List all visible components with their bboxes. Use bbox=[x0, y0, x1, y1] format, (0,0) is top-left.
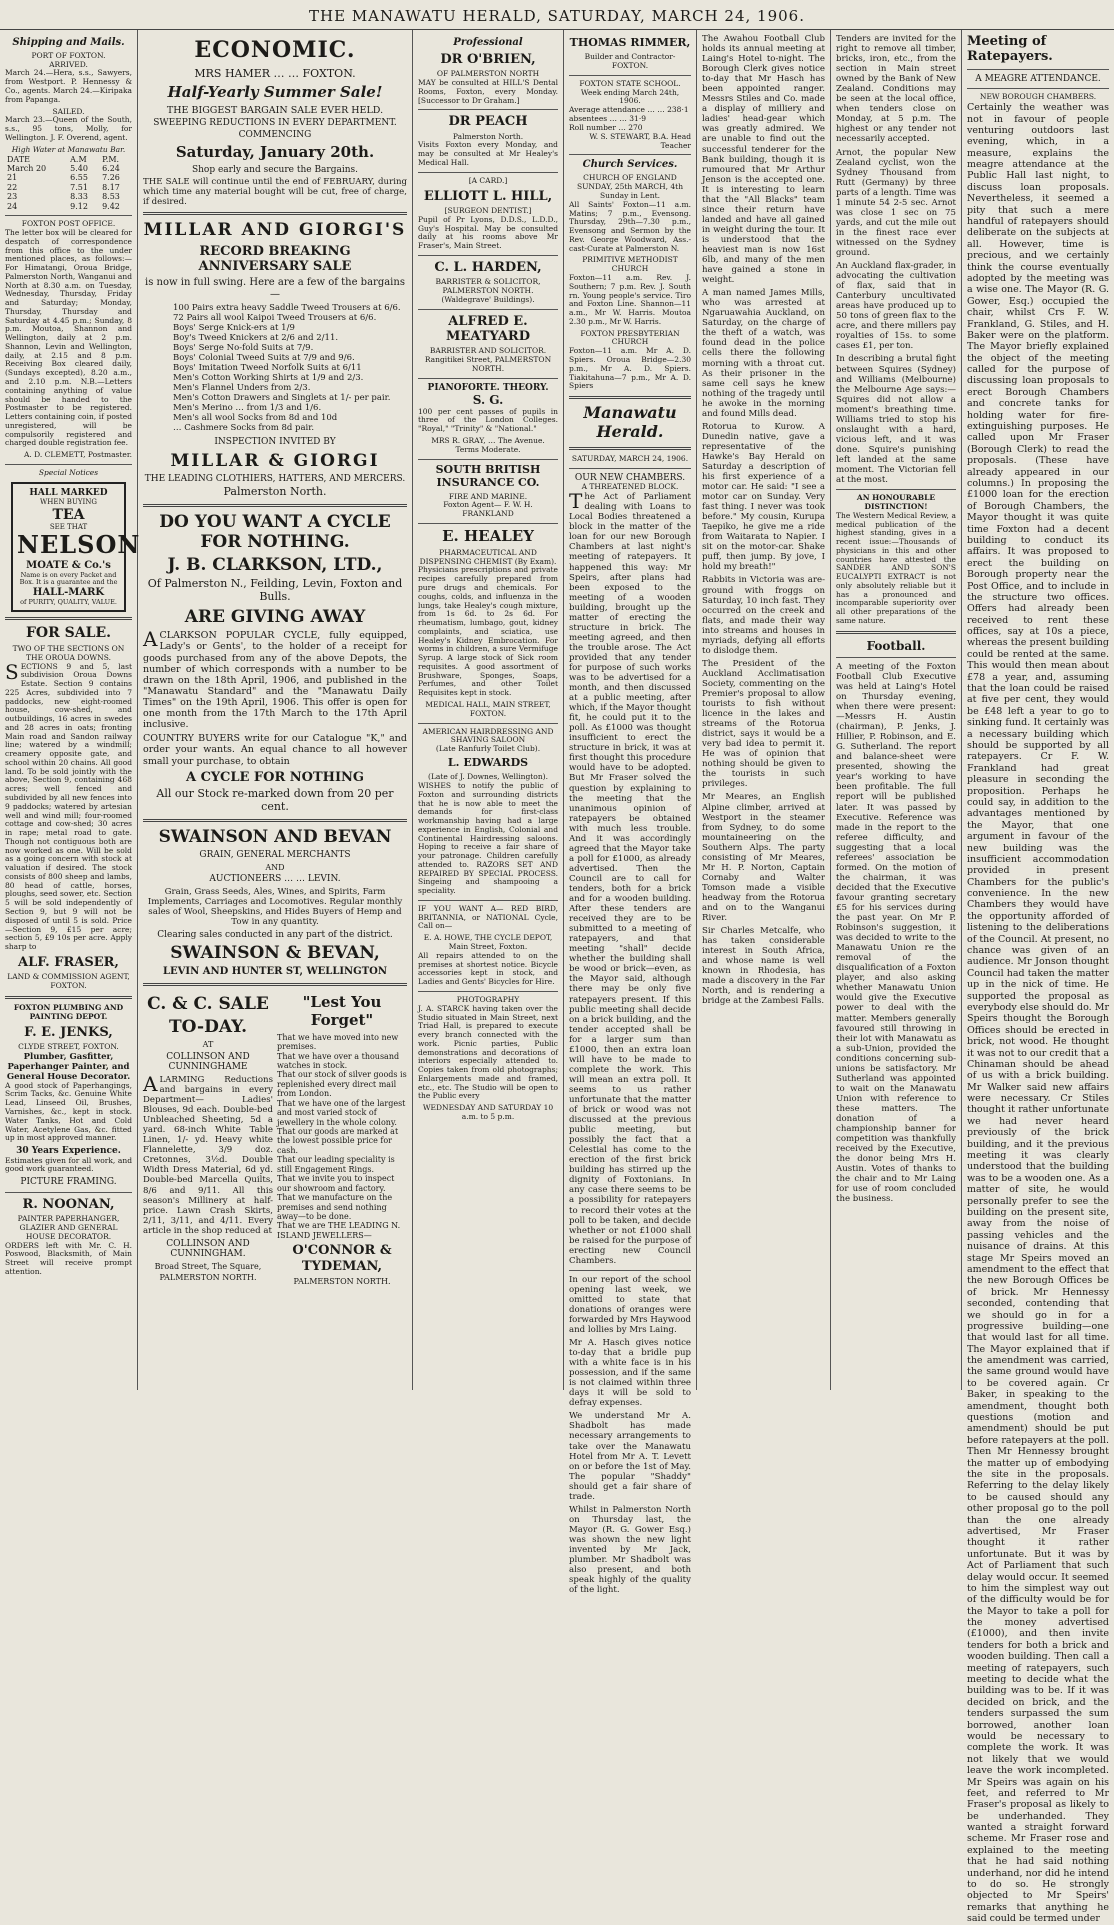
news-7: Sir Charles Metcalfe, who has taken considerable interest in South Africa, and whose name is well known in Rhodesia, has made a discovery in the Far North, and is rendering a bridge at the Zambesi Falls. bbox=[702, 926, 825, 1007]
honour-heading: AN HONOURABLE DISTINCTION! bbox=[856, 493, 936, 511]
today: TO-DAY. bbox=[168, 1017, 248, 1038]
piano-teacher: S. G. bbox=[472, 393, 504, 408]
csale-title: C. & C. SALE bbox=[147, 994, 269, 1015]
masthead: THE MANAWATU HERALD, SATURDAY, MARCH 24, 1906. bbox=[0, 0, 1114, 30]
school-teacher: W. S. STEWART, B.A. Head Teacher bbox=[589, 131, 691, 150]
at: AT bbox=[202, 1040, 214, 1050]
list-item: 72 Pairs all wool Kaipoi Tweed Trousers at 6/6. bbox=[173, 312, 377, 323]
school-heading: FOXTON STATE SCHOOL. bbox=[579, 78, 681, 88]
shipping-heading: Shipping and Mails. bbox=[12, 37, 125, 48]
millar-giorgi-title: MILLAR AND GIORGI'S bbox=[143, 220, 407, 241]
south-agent: Foxton Agent— F. W. H. FRANKLAND bbox=[443, 500, 533, 519]
special-notices: Special Notices bbox=[38, 467, 99, 477]
csale-advert bbox=[143, 991, 273, 1288]
list-item: Men's Flannel Unders from 2/3. bbox=[173, 382, 311, 393]
news-3: Rotorua to Kurow. A Dunedin native, gave a representative of the Hawke's Bay Herald on Saturday a description of his first experience of a motor car. He said: "I see a motor car on Sunday. Very fast thing. I never was took before." My cousin, Kurupa Taepiko, he give me a ride from Waitarata to Napier. I sit on the motor-car. Shake puff, then jump. By jove, I hold my breath!" bbox=[702, 421, 825, 573]
tide-table bbox=[5, 155, 132, 212]
peach-name: DR PEACH bbox=[448, 114, 528, 130]
south-sub: FIRE AND MARINE. bbox=[448, 491, 528, 501]
edwards-sub: (Late of J. Downes, Wellington). bbox=[428, 772, 548, 782]
news-4: Rabbits in Victoria was are-ground with froggs on Saturday, 10 inch fast. They occurred on the creek and flats, and made their way into streams and houses in myriads, defying all efforts to dislodge them. bbox=[702, 575, 825, 656]
tea-line: Name is on every Packet and Box. It is a guarantee and the bbox=[19, 570, 118, 587]
leading-clothiers: THE LEADING CLOTHIERS, HATTERS, AND MERCERS. bbox=[144, 473, 406, 484]
church-heading: Church Services. bbox=[582, 159, 678, 171]
meeting-body: Certainly the weather was not in favour of people venturing outdoors last evening, which, in a measure, explains the meagre attendance at the Public Hall last night, to discuss loan proposals. Nevertheless, it seemed a pity that such a mere handful of ratepayers should deliberate on the subjects at all. However, time is precious, and we certainly think the course eventually adopted by the meeting was a wise one. The Mayor (R. G. Gower, Esq.) occupied the chair, whilst Crs F. W. Frankland, G. Stiles, and H. Baker were on the platform. The Mayor briefly explained the object of the meeting called for the purpose of discussing loan proposals to erect Borough Chambers and concrete tanks for holding water for fire-extinguishing purposes. He called upon Mr Fraser (Borough Clerk) to read the proposals. (These have already appeared in our columns.) In proposing the £1000 loan for the erection of Borough Chambers, the Mayor thought it was quite time Foxton had a decent building to conduct its affairs. It was proposed to erect the building on Borough property near the Post Office, and to include in the structure two offices. Offers had already been received to rent these offices, say at 10s a piece, whereas the present building could be rented at the same. This would then mean about £78 a year, and, assuming that the loan could be raised at five per cent, they would be £48 left a year to go to sinking fund. It certainly was a necessary building which should be supported by all ratepayers. Cr F. W. Frankland had great pleasure in seconding the proposition. Perhaps he could say, in addition to the advantages mentioned by the Mayor, that one argument in favour of the new building was the insufficient accommodation provided in present Chambers for the public's convenience. In the new Chambers they would have the opportunity afforded of listening to the deliberations of the Council. At present, no chance was given of an audience. Mr Jonson thought Council had taken the matter up in the nick of time. He supported the proposal as everybody else should do. Mr Speirs thought the Borough Offices should be erected in brick, not wood. He thought it was not to our credit that a Chinaman should be ahead of us with a brick building. Mr Walker said new affairs were necessary. Cr Stiles thought it rather unfortunate we had never heard previously of the brick building, and it the previous meeting it was clearly understood that the building was to be a wooden one. As a matter of site, he would personally prefer to see the building on the present site, away from the noise of passing vehicles and the nuisance of drains. At this stage Mr Speirs moved an amendment to the effect that the new Borough Offices be of brick. Mr Hennessy seconded, contending that we should go in for a progressive building—one that would last for all time. The Mayor explained that if the amendment was carried, the same ground would have to be covered again. Cr Baker, in speaking to the amendment, thought both questions (motion and amendment) should be put before ratepayers at the poll. Then Mr Hennessy brought the matter up of embodying the site in the proposals. Referring to the delay likely to be caused should any other proposal go to the poll than the one already advertised, Mr Fraser thought it rather unfortunate. But it was by Act of Parliament that such delay would occur. It seemed to him the simplest way out of the difficulty would be for the Mayor to take a poll for the money advertised (£1000), and then invite tenders for both a brick and wooden building. Then call a meeting of ratepayers, such meeting to decide what the building was to be. If it was decided on brick, and the tenders surpassed the sum borrowed, another loan would be necessary to complete the work. It was not likely that we would leave the work incompleted. Mr Speirs was again on his feet, and referred to Mr Fraser's proposal as likely to be underhanded. They wanted a straight forward scheme. Mr Fraser rose and explained to the meeting that he had said nothing underhand, nor did he intend to do so. He strongly objected to Mr Speirs' remarks that anything he said could be termed under bbox=[967, 102, 1109, 1925]
now-swing: is now in full swing. Here are a few of the bargains— bbox=[145, 277, 405, 300]
professional-heading: Professional bbox=[453, 37, 523, 48]
levin-street: LEVIN AND HUNTER ST, WELLINGTON bbox=[162, 966, 388, 978]
chambers-heading: OUR NEW CHAMBERS. bbox=[574, 472, 686, 483]
tide-cell: 24 bbox=[7, 201, 18, 211]
newbor-heading: NEW BOROUGH CHAMBERS. bbox=[979, 92, 1097, 102]
healey-name: E. HEALEY bbox=[442, 527, 534, 546]
hair-heading: AMERICAN HAIRDRESSING AND SHAVING SALOON bbox=[422, 726, 554, 745]
port-heading: PORT OF FOXTON. bbox=[31, 50, 106, 60]
peach-sub: Palmerston North. bbox=[452, 131, 524, 141]
postoffice-heading: FOXTON POST OFFICE. bbox=[21, 219, 116, 229]
harden-sub: BARRISTER & SOLICITOR, PALMERSTON NORTH. bbox=[435, 277, 541, 295]
tide-cell: March 20 bbox=[7, 163, 47, 173]
noonan-orders: ORDERS left with Mr. C. H. Poswood, Blacksmith, of Main Street will receive prompt attention. bbox=[5, 1240, 132, 1276]
oconnor-sub: PALMERSTON NORTH. bbox=[293, 1276, 391, 1286]
south-british: SOUTH BRITISH INSURANCE CO. bbox=[435, 462, 541, 489]
cycle-headline: DO YOU WANT A CYCLE FOR NOTHING. bbox=[159, 512, 391, 553]
list-item: That our stock of silver goods is replenished every direct mail from London. bbox=[277, 1070, 407, 1099]
tea-line: MOATE & Co.'s bbox=[26, 559, 111, 571]
column-2 bbox=[138, 30, 413, 1390]
harden-sub2: (Waldegrave' Buildings). bbox=[441, 294, 535, 304]
editorial-4: We understand Mr A. Shadbolt has made necessary arrangements to take over the Manawatu Hotel from Mr A. T. Levett on or before the 1st of May. The popular "Shaddy" should get a fair share of trade. bbox=[569, 1411, 691, 1502]
tea-line: TEA bbox=[52, 506, 85, 523]
jenks-sub: CLYDE STREET, FOXTON. bbox=[18, 1041, 119, 1051]
giving-body: ACLARKSON POPULAR CYCLE, fully equipped, Lady's or Gents', to the holder of a receipt for goods purchased from any of the above Depots, the number of which corresponds with a number to be drawn on the 18th April, 1906, and published in the "Manawatu Standard" and the "Manawatu Daily Times" on the 19th April, 1906. This offer is open for one month from the 17th March to the 17th April inclusive. bbox=[143, 627, 407, 731]
swainson-2: SWAINSON & BEVAN, bbox=[170, 943, 380, 964]
list-item: Boys' Colonial Tweed Suits at 7/9 and 9/6. bbox=[173, 352, 355, 363]
healey-sub: PHARMACEUTICAL AND DISPENSING CHEMIST (By Exam). bbox=[419, 547, 557, 566]
palmerston-2: PALMERSTON NORTH. bbox=[159, 1273, 257, 1283]
bottom-adverts bbox=[143, 991, 407, 1288]
swainson-title: SWAINSON AND BEVAN bbox=[158, 826, 392, 847]
gray: MRS R. GRAY, … The Avenue. bbox=[431, 435, 545, 445]
tide-cell: 8.17 bbox=[102, 182, 120, 192]
list-item: Boys' Serge No-fold Suits at 7/9. bbox=[173, 342, 314, 353]
list-item: That we have moved into new premises. bbox=[277, 1032, 399, 1052]
thirty-years: 30 Years Experience. bbox=[16, 1146, 121, 1157]
shop-early: Shop early and secure the Bargains. bbox=[191, 164, 359, 175]
howe: E. A. HOWE, THE CYCLE DEPOT, Main Street, Foxton. bbox=[423, 933, 553, 952]
noonan-sub: PAINTER PAPERHANGER, GLAZIER AND GENERAL HOUSE DECORATOR. bbox=[17, 1214, 120, 1241]
oconnor: O'CONNOR & TYDEMAN, bbox=[292, 1243, 392, 1274]
football-body: A meeting of the Foxton Football Club Executive was held at Laing's Hotel on Thursday evening, when there were present:—Messrs H. Austin (chairman), P. Jenks, J. Hillier, P. Robinson, and E. G. Sutherland. The report and balance-sheet were presented, showing the year's working to have been profitable. The full report will be published later. It was passed by Executive. Reference was made in the report to the referee difficulty, and suggesting that a local referees' association be formed. On the motion of the chairman, it was decided that the Executive favour granting secretary £5 for his services during the past year. On Mr P. Robinson's suggestion, it was decided to write to the Manawatu Union re the removal of the disqualification of a Foxton player, and also asking whether Manawatu Union would give the Executive power to deal with the matter. Members generally favoured still throwing in their lot with Manawatu as a sub-Union, provided the conditions concerning sub-unions be satisfactory. Mr Sutherland was appointed to wait on the Manawatu Union with reference to these matters. The donation of a championship banner for competition was thankfully received by the Executive, the donor being Mrs H. Austin. Votes of thanks to the chair and to Mr Laing for use of room concluded the business. bbox=[836, 661, 956, 1205]
news-5: The President of the Auckland Acclimatisation Society, commenting on the Premier's proposal to allow tourists to fish without licence in the lakes and streams of the Rotorua district, says it would be a very bad idea to permit it. He was of opinion that nothing should be given to the tourists in such privileges. bbox=[702, 658, 825, 790]
tide-col: P.M. bbox=[102, 154, 120, 164]
piano-heading: PIANOFORTE. THEORY. bbox=[427, 382, 549, 393]
meager-heading: A MEAGRE ATTENDANCE. bbox=[975, 73, 1101, 84]
meth-body: Foxton—11 a.m. Rev. J. Southern; 7 p.m. Rev. J. South rn. Young people's service. Tiro and Foxton Line. Shannon—11 a.m., Mr W. Harris. Moutoa 2.30 p.m., Mr W. Harris. bbox=[569, 273, 691, 326]
list-item: Men's Cotton Drawers and Singlets at 1/- per pair. bbox=[173, 392, 391, 403]
column-3 bbox=[413, 30, 564, 1390]
column-4 bbox=[564, 30, 697, 1596]
tide-cell: 21 bbox=[7, 173, 18, 183]
palmerston: Palmerston North. bbox=[223, 485, 327, 499]
tea-line: of PURITY, QUALITY, VALUE. bbox=[20, 597, 117, 606]
alf-fraser-sub: LAND & COMMISSION AGENT, FOXTON. bbox=[7, 972, 130, 990]
giving-away: ARE GIVING AWAY bbox=[184, 607, 366, 628]
rimmer-sub: Builder and Contractor- FOXTON. bbox=[584, 51, 676, 70]
estimates: Estimates given for all work, and good work guaranteed. bbox=[5, 1155, 132, 1174]
tenders: Tenders are invited for the right to remove all timber, bricks, iron, etc., from the section in Main street owned by the Bank of New Zealand. Conditions may be seen at the local office, when tenders close on Monday, at 5 p.m. The highest or any tender not necessarily accepted. bbox=[836, 34, 956, 145]
collinson: COLLINSON AND CUNNINGHAME bbox=[166, 1051, 250, 1073]
ce-heading: CHURCH OF ENGLAND bbox=[583, 173, 677, 183]
collinson-2: COLLINSON AND CUNNINGHAM. bbox=[166, 1238, 250, 1260]
presb-heading: FOXTON PRESBYTERIAN CHURCH bbox=[580, 328, 680, 347]
stock-remarked: All our Stock re-marked down from 20 per cent. bbox=[156, 786, 394, 813]
hill-name: ELLIOTT L. HILL, bbox=[423, 188, 553, 204]
clarkson-name: J. B. CLARKSON, LTD., bbox=[167, 555, 383, 576]
if-you-want: IF YOU WANT A— RED BIRD, BRITANNIA, or NATIONAL Cycle, Call on— bbox=[418, 903, 558, 931]
tea-advert bbox=[11, 482, 141, 613]
herald-date: SATURDAY, MARCH 24, 1906. bbox=[571, 453, 689, 463]
biggest-sale: THE BIGGEST BARGAIN SALE EVER HELD. bbox=[166, 104, 384, 116]
economic-title: ECONOMIC. bbox=[194, 37, 356, 63]
hair-sub: (Late Ranfurly Toilet Club). bbox=[435, 744, 541, 754]
tea-line: WHEN BUYING bbox=[40, 498, 97, 507]
postoffice-text: The letter box will be cleared for despatch of correspondence from this office to the under mentioned places, as follows:— For Himatangi, Oroua Bridge, Palmerston North, Wanganui and North at 8.30 a.m. on Tuesday, Wednesday, Thursday, Friday and Saturday; Monday, Thursday, Thursday and Saturday at 4.45 p.m.; Sunday, 8 p.m. Moutoa, Shannon and Wellington, daily at 2 p.m. Shannon, Levin and Wellington, daily, at 2.15 and 8 p.m. Receiving Box cleared daily, (Sundays excepted), 8.20 a.m., and 2.10 p.m. N.B.—Letters containing anything of value should be handed to the Postmaster to be registered. Letters containing coin, if posted unregistered, will be compulsorily registered and charged double registration fee. bbox=[5, 228, 132, 448]
ce-date: SUNDAY, 25th MARCH, 4th Sunday in Lent. bbox=[576, 182, 684, 200]
grain-merchants: GRAIN, GENERAL MERCHANTS bbox=[199, 849, 351, 860]
tea-brand: NELSON bbox=[17, 530, 141, 560]
tea-line: SEE THAT bbox=[49, 523, 88, 532]
tide-heading: High Water at Manawatu Bar. bbox=[11, 144, 126, 154]
list-item: That our goods are marked at the lowest possible price for cash. bbox=[277, 1127, 399, 1155]
arrived-label: ARRIVED. bbox=[49, 59, 88, 69]
noonan-name: R. NOONAN, bbox=[22, 1196, 115, 1212]
honour-body: The Western Medical Review, a medical publication of the highest standing, gives in a recent issue:—Thousands of physicians in this and other countries have attested the SANDER AND SON'S EUCALYPTI EXTRACT is not only absolutely reliable but it has a pronounced and incomparable superiority over all other preparations of the same nature. bbox=[836, 510, 956, 625]
sweeping: SWEEPING REDUCTIONS IN EVERY DEPARTMENT. bbox=[153, 117, 397, 128]
news-arnot: Arnot, the popular New Zealand cyclist, won the Sydney Thousand from Rutt (Germany) by three parts of a length. Time was 1 minute 54 2-5 sec. Arnot was close 1 sec on 75 yards, and cut the mile out in the finest race ever witnessed on the Sydney ground. bbox=[836, 147, 956, 258]
list-item: Boy's Tweed Knickers at 2/6 and 2/11. bbox=[173, 332, 339, 343]
meeting-heading: Meeting of Ratepayers. bbox=[967, 34, 1053, 65]
school-week: Week ending March 24th, 1906. bbox=[580, 87, 680, 106]
jenks-name: F. E. JENKS, bbox=[24, 1024, 113, 1040]
list-item: That we have over a thousand watches in stock. bbox=[277, 1051, 400, 1070]
tide-cell: 22 bbox=[7, 182, 18, 192]
record-sale: RECORD BREAKING ANNIVERSARY SALE bbox=[198, 243, 352, 274]
jenks-trade: Plumber, Gasfitter, Paperhanger Painter, and General House Decorator. bbox=[6, 1051, 131, 1082]
cycle-nothing: A CYCLE FOR NOTHING bbox=[185, 769, 365, 785]
lest-advert bbox=[277, 991, 407, 1288]
news-fight: In describing a brutal fight between Squires (Sydney) and Williams (Melbourne) the Melbourne Age says:— Squires did not allow a moment's breathing time. Williams tried to stop his onslaught with a hard, vicious left, and it was done. Squire's punishing left landed at the same moment. The Victorian fell at the most. bbox=[836, 354, 956, 486]
threat-heading: A THREATENED BLOCK. bbox=[581, 482, 679, 492]
tide-cell: 6.55 bbox=[70, 173, 88, 183]
tide-cell: 6.24 bbox=[102, 163, 120, 173]
for-sale-title: FOR SALE. bbox=[25, 625, 111, 642]
photo-heading: PHOTOGRAPHY bbox=[456, 994, 520, 1004]
for-sale-sub: TWO OF THE SECTIONS ON THE OROUA DOWNS. bbox=[12, 643, 125, 662]
list-item: Boys' Serge Knick-ers at 1/9 bbox=[173, 322, 295, 333]
inspection: INSPECTION INVITED BY bbox=[214, 436, 336, 447]
school-absent: absentees … … 31·9 bbox=[569, 114, 646, 124]
list-item: That we are THE LEADING N. ISLAND JEWELLERS— bbox=[277, 1221, 401, 1240]
column-7 bbox=[962, 30, 1114, 1925]
list-item: 100 Pairs extra heavy Saddle Tweed Trousers at 6/6. bbox=[173, 302, 401, 313]
tide-cell: 9.42 bbox=[102, 201, 120, 211]
jenks-body: A good stock of Paperhangings, Scrim Tacks, &c. Genuine White Lead, Linseed Oil, Brushes, Varnishes, &c., kept in stock. Water Tanks, Hot and Cold Water, Acetylene Gas, &c. fitted up in most approved manner. bbox=[5, 1080, 132, 1143]
broad-st: Broad Street, The Square, bbox=[154, 1261, 262, 1271]
news-6: Mr Meares, an English Alpine climber, arrived at Westport in the steamer from Sydney, to do some mountaineering on the Southern Alps. The party consisting of Mr Meares, Mr H. P. Norton, Captain Cornaby and Walter Tomson made a visible headway from the Rotorua and on to the Wanganui River. bbox=[702, 792, 825, 924]
healey-body: Physicians prescriptions and private recipes carefully prepared from pure drugs and chemicals. For coughs, colds, and influenza in the lungs, take Healey's cough mixture, from 1s 6d. to 2s 6d. For rheumatism, lumbago, gout, kidney complaints, and sciatica, use Healey's Kidney Embrocation. For worms in children, a sure Vermifuge Syrup. A large stock of Sick room requisites. A good assortment of Brushware, Sponges, Soaps, Perfumes, and other Toilet Requisites kept in stock. bbox=[418, 565, 558, 698]
framing: PICTURE FRAMING. bbox=[20, 1177, 117, 1188]
list-item: That our leading speciality is still Engagement Rings. bbox=[277, 1155, 395, 1174]
terms: Terms Moderate. bbox=[455, 444, 521, 454]
sale-date: Saturday, January 20th. bbox=[175, 143, 375, 162]
alf-fraser: ALF. FRASER, bbox=[18, 954, 119, 970]
piano-body: 100 per cent passes of pupils in three of the London Colleges. "Royal," "Trinity" & "National." bbox=[418, 406, 558, 434]
obrien-sub: OF PALMERSTON NORTH bbox=[436, 69, 540, 79]
tide-cell: 9.12 bbox=[70, 201, 88, 211]
edwards-name: L. EDWARDS bbox=[447, 756, 529, 770]
rimmer-name: THOMAS RIMMER, bbox=[569, 36, 691, 49]
clarkson-sub: Of Palmerston N., Feilding, Levin, Foxton and Bulls. bbox=[147, 577, 403, 604]
medical-hall: MEDICAL HALL, MAIN STREET, FOXTON. bbox=[425, 699, 551, 718]
school-avg: Average attendance … … 238·1 bbox=[569, 105, 689, 115]
tide-cell: 5.40 bbox=[70, 163, 88, 173]
editorial-body: The Act of Parliament dealing with Loans to Local Bodies threatened a block in the matter of the loan for our new Borough Chambers at last night's meeting of ratepayers. It happened this way: Mr Speirs, after plans had been exposed to the meeting of a wooden building, brought up the matter of erecting the structure in brick. The meeting agreed, and then the trouble arose. The Act provided that any tender for purpose of such works was to be advertised for a month, and then discussed at a public meeting, after which, if the Mayor thought fit, he could put it to the poll. As £1000 was thought insufficient to erect the structure in brick, it was at first thought this procedure would have to be adopted. But Mr Fraser solved the question by explaining to the meeting that the unanimous opinion of ratepayers be obtained with much less trouble. And it was accordingly agreed that the Mayor take a poll for £1000, as already advertised. Then the Council are to call for tenders, both for a brick and for a wooden building. After these tenders are received they are to be submitted to a meeting of ratepayers, and that meeting "shall" decide whether the building shall be wood or brick—even, as the Mayor said, although there may be only five ratepayers present. If this public meeting shall decide on a brick building, and the tender accepted shall be for a larger sum than £1000, then an extra loan will have to be made to complete the work. This will mean an extra poll. It seems to us rather unfortunate that the matter of brick or wood was not discussed at the previous public meeting, but possibly the fact that a Celestial has come to the erection of the first brick building has stirred up the dignity of Foxtonians. In any case there seems to be a possibility for ratepayers to record their votes at the poll to be taken, and decide whether or not £1000 shall be raised for the purpose of erecting new Council Chambers. bbox=[569, 489, 691, 1266]
clearing-sales: Clearing sales conducted in any part of the district. bbox=[157, 929, 393, 940]
arrived-text: March 24.—Hera, s.s., Sawyers, from Westport. P. Hennessy & Co., agents. March 24.—Kiripaka from Papanga. bbox=[5, 68, 132, 104]
tide-cell: 7.26 bbox=[102, 173, 120, 183]
list-item: … Cashmere Socks from 8d pair. bbox=[173, 422, 315, 433]
column-5 bbox=[697, 30, 831, 1390]
editorial-5: Whilst in Palmerston North on Thursday last, the Mayor (R. G. Gower Esq.) was shown the new light invented by Mr Jack, plumber. Mr Shadbolt was also present, and both speak highly of the quality of the light. bbox=[569, 1504, 691, 1596]
list-item: Boys' Imitation Tweed Norfolk Suits at 6/11 bbox=[173, 362, 362, 373]
column-1 bbox=[0, 30, 141, 1390]
list-item: Men's Cotton Working Shirts at 1/9 and 2/3. bbox=[173, 372, 364, 383]
alarming-body: ALARMING Reductions and bargains in every Department— Ladies' Blouses, 9d each. Double-bed Unbleached Sheeting, 5d a yard. 68-inch White Table Linen, 1/- yd. Heavy white Flannelette, 3/9 doz. Cretonnes, 3½d. Double Width Dress Material, 6d yd. Double-bed Marcella Quilts, 8/6 and 9/11. All this season's Millinery at half-price. Lawn Crash Skirts, 2/11, 3/11, and 4/11. Every article in the shop reduced at bbox=[143, 1072, 273, 1236]
starck-body: J. A. STARCK having taken over the Studio situated in Main Street, next Triad Hall, is prepared to execute every branch connected with the work. Picnic parties, Public demonstrations and decorations of interiors especially attended to. Copies taken from old photographs; Enlargements made and framed, etc., etc. The Studio will be open to the Public every bbox=[418, 1003, 558, 1101]
peach-body: Visits Foxton every Monday, and may be consulted at Mr Healey's Medical Hall. bbox=[418, 140, 558, 167]
tea-line: HALL MARKED bbox=[29, 487, 108, 498]
and: AND bbox=[265, 862, 285, 872]
bargain-list bbox=[143, 303, 407, 433]
grass-body: Grain, Grass Seeds, Ales, Wines, and Spirits, Farm Implements, Carriages and Locomotives. Regular monthly sales of Wool, Sheepskins, and Hides Buyers of Hemp and Tow in any quantity. bbox=[147, 886, 403, 927]
studio-days: WEDNESDAY AND SATURDAY 10 a.m. to 5 p.m. bbox=[422, 1103, 554, 1122]
tide-cell: 23 bbox=[7, 192, 18, 202]
news-2: A man named James Mills, who was arrested at Ngaruawahia Auckland, on Saturday, on the charge of the theft of a watch, was found dead in the police cells there the following morning with a throat cut. As their prisoner in the same cell says he knew nothing of the tragedy until he awoke in the morning and found Mills dead. bbox=[702, 288, 825, 419]
meth-heading: PRIMITIVE METHODIST CHURCH bbox=[582, 255, 678, 274]
list-item: Men's all wool Socks from 8d and 10d bbox=[173, 412, 338, 423]
sale-continue: THE SALE will continue until the end of FEBRUARY, during which time any material bought will be cut, free of charge, if desired. bbox=[143, 177, 407, 208]
obrien-body: MAY be consulted at HILL'S Dental Rooms, Foxton, every Monday. [Successor to Dr Graham.] bbox=[418, 77, 558, 105]
ce-body: All Saints' Foxton—11 a.m. Matins; 7 p.m., Evensong. Thursday, 29th—7.30 p.m., Evensong and Sermon by the Rev. George Woodward, Ass.-cast-Curate at Palmerston N. bbox=[569, 199, 691, 253]
lest-list bbox=[277, 1033, 407, 1241]
list-item: That we manufacture on the premises and send nothing away—to be done. bbox=[277, 1193, 393, 1221]
editorial-2: In our report of the school opening last week, we omitted to state that donations of oranges were forwarded by Mrs Haywood and lollies by Mrs Laing. bbox=[569, 1274, 691, 1336]
sailed-label: SAILED. bbox=[52, 106, 85, 116]
hill-body: Pupil of Pr Lyons, D.D.S., L.D.D., Guy's Hospital. May be consulted daily at his rooms above Mr Fraser's, Main Street. bbox=[418, 214, 558, 251]
sailed-text: March 23.—Queen of the South, s.s., 95 tons, Molly, for Wellington. J. F. Overend, agent. bbox=[5, 115, 132, 142]
tide-cell: 8.33 bbox=[70, 192, 88, 202]
harden-name: C. L. HARDEN, bbox=[434, 259, 542, 275]
meatyard-sub: BARRISTER AND SOLICITOR. Rangitikei Street, PALMERSTON NORTH. bbox=[424, 346, 552, 374]
tide-cell: 8.53 bbox=[102, 192, 120, 202]
tide-col: A.M bbox=[70, 154, 87, 164]
hill-sub: [SURGEON DENTIST.] bbox=[444, 205, 532, 215]
auctioneers: AUCTIONEERS … … LEVIN. bbox=[209, 874, 341, 884]
plumbing-heading: FOXTON PLUMBING AND PAINTING DEPOT. bbox=[13, 1002, 124, 1021]
football-heading: Football. bbox=[866, 638, 926, 653]
column-6 bbox=[831, 30, 962, 1390]
tide-cell: 7.51 bbox=[70, 182, 88, 192]
card-label: [A CARD.] bbox=[468, 175, 508, 185]
list-item: That we invite you to inspect our showroom and factory. bbox=[277, 1174, 395, 1193]
tea-line: HALL-MARK bbox=[32, 586, 105, 598]
presb-body: Foxton—11 a.m. Mr A. D. Spiers. Oroua Bridge—2.30 p.m., Mr A. D. Spiers. Tiakitahuna—7 p.m., Mr A. D. Spiers bbox=[569, 346, 691, 391]
howe-body: All repairs attended to on the premises at shortest notice. Bicycle accessories kept in stock, and Ladies and Gents' Bicycles for Hire. bbox=[418, 950, 558, 987]
hamer-line: MRS HAMER … … FOXTON. bbox=[194, 66, 356, 80]
list-item: That we have one of the largest and most varied stock of jewellery in the whole colony. bbox=[277, 1098, 406, 1127]
edwards-body: WISHES to notify the public of Foxton and surrounding districts that he is now able to meet the demands for first-class workmanship having had a large experience in English, Colonial and Continental Hairdressing saloons. Hoping to receive a fair share of your patronage. Children carefully attended to. RAZORS SET AND REPAIRED BY SPECIAL PROCESS. Singeing and shampooing a speciality. bbox=[418, 780, 558, 896]
lest-title: "Lest You Forget" bbox=[302, 993, 382, 1029]
for-sale-body: SECTIONS 9 and 5, last subdivision Oroua Downs Estate. Section 9 contains 225 Acres, subdivided into 7 paddocks, new eight-roomed house, cow-shed, and outbuildings, 16 acres in swedes and 28 acres in oats; fronting Main road and Sandon railway line; watered by a windmill; creamery opposite gate, and school within 20 chains. All good land. To be sold jointly with the above, Section 9, containing 468 acres; well fenced and subdivided by all new fences into 9 paddocks; watered by artesian well and wind mill; four-roomed cottage and cow-shed; 30 acres in rape; metal road to gate. Though not contiguous both are now worked as one. Will be sold as a going concern with stock at valuation if desired. The stock consists of 800 sheep and lambs, 80 head of cattle, horses, ploughs, seed sower, etc. Section 5 will be sold independently of Section 9, but 9 will not be disposed of until 5 is sold. Price—Section 9, £15 per acre; section 5, £9 10s per acre. Apply sharp to bbox=[5, 659, 132, 952]
millar-giorgi-2: MILLAR & GIORGI bbox=[170, 450, 380, 471]
list-item: Men's Merino … from 1/3 and 1/6. bbox=[173, 402, 322, 413]
postmaster: A. D. CLEMETT, Postmaster. bbox=[23, 450, 132, 460]
country-buyers: COUNTRY BUYERS write for our Catalogue "K," and order your wants. An equal chance to all however small your purchase, to obtain bbox=[143, 733, 407, 767]
herald-title: Manawatu Herald. bbox=[583, 403, 677, 441]
tide-col: DATE bbox=[7, 154, 30, 164]
half-yearly-sale: Half-Yearly Summer Sale! bbox=[167, 82, 383, 101]
meatyard-name: ALFRED E. MEATYARD bbox=[446, 313, 530, 344]
school-roll: Roll number … 270 bbox=[569, 122, 643, 132]
obrien-name: DR O'BRIEN, bbox=[440, 51, 536, 67]
news-1: The Awahou Football Club holds its annual meeting at Laing's Hotel to-night. The Borough Clerk gives notice to-day that Mr Hasch has been appointed ranger. Messrs Stiles and Co. made a display of milliery and ladies' head-gear which was greatly admired. We are unable to find out the successful tenderer for the Bank building, though it is rumoured that Mr Arthur Jenson is the accepted one. It is interesting to learn that the "All Blacks" team since their return have landed and have all gained in weight during the tour. It is understood that the heaviest man is now 16st 6lb, and many of the men have gained a stone in weight. bbox=[702, 34, 825, 286]
news-flax: An Auckland flax-grader, in advocating the cultivation of flax, said that in Canterbury uncultivated areas have produced up to 50 tons of green flax to the acre, and there millers pay royalties of 15s. to some cases £1, per ton. bbox=[836, 261, 956, 352]
editorial-3: Mr A. Hasch gives notice to-day that a bridle pup with a white face is in his possession, and if the same is not claimed within three days it will be sold to defray expenses. bbox=[569, 1338, 691, 1409]
commencing: COMMENCING bbox=[238, 130, 312, 141]
